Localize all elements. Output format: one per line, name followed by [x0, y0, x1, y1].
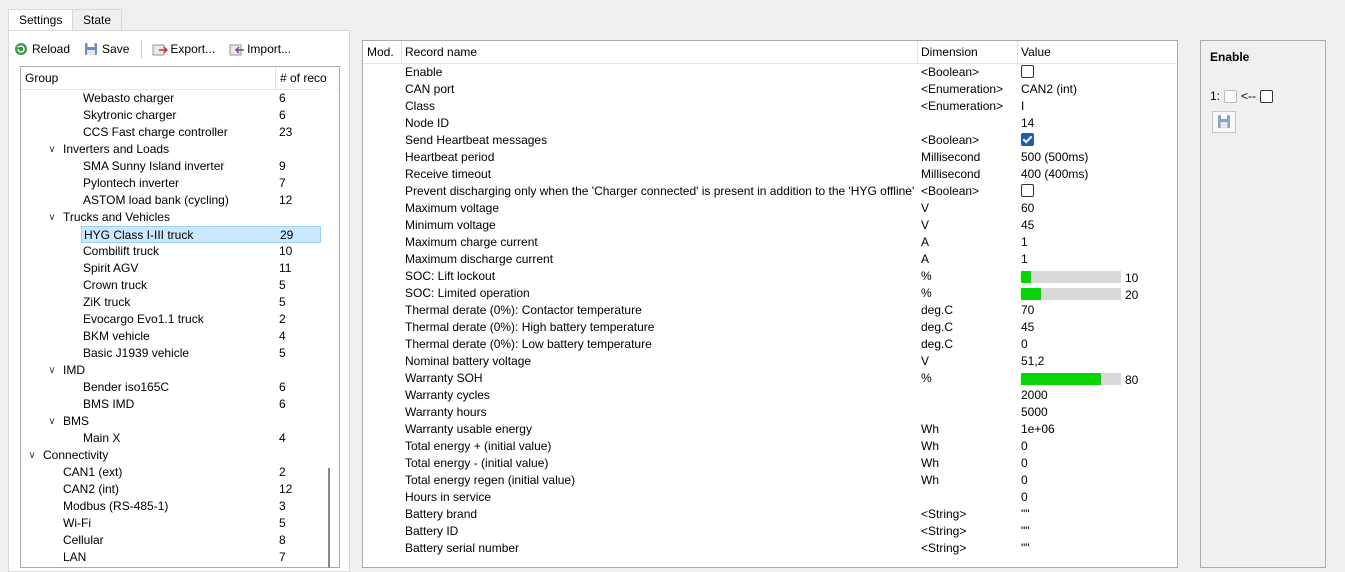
save-button[interactable]	[84, 42, 129, 56]
tree-row[interactable]	[21, 243, 321, 260]
tree-row-label: IMD	[63, 363, 85, 377]
record-name: Heartbeat period	[405, 150, 495, 164]
tree-row-label: Combilift truck	[83, 244, 160, 258]
record-name: Thermal derate (0%): Contactor temperature	[405, 303, 642, 317]
record-value[interactable]: 0	[1021, 337, 1028, 351]
tree-row-label: CAN2 (int)	[63, 482, 120, 496]
record-dimension: A	[921, 235, 930, 249]
record-name: CAN port	[405, 82, 455, 96]
record-row[interactable]	[363, 268, 1177, 285]
chevron-down-icon[interactable]: ∨	[28, 450, 36, 461]
progress-bar	[1021, 288, 1121, 300]
record-value[interactable]: 500 (500ms)	[1021, 150, 1089, 164]
progress-bar	[1021, 373, 1121, 385]
export-icon	[152, 42, 166, 56]
record-row[interactable]	[363, 506, 1177, 523]
tree-row-count: 23	[279, 125, 293, 139]
record-row[interactable]	[363, 166, 1177, 183]
tree-row-count: 5	[279, 295, 286, 309]
record-row[interactable]	[363, 64, 1177, 81]
record-name: Thermal derate (0%): High battery temperature	[405, 320, 655, 334]
tree-row-count: 29	[280, 228, 294, 242]
tree-row[interactable]	[21, 481, 321, 498]
record-dimension: <String>	[921, 524, 967, 538]
tree-row[interactable]	[21, 90, 321, 107]
tree-row[interactable]	[21, 158, 321, 175]
tree-row[interactable]	[21, 447, 321, 464]
record-name: Battery brand	[405, 507, 478, 521]
record-value[interactable]: 45	[1021, 218, 1035, 232]
tree-row-count: 4	[279, 329, 286, 343]
record-dimension: %	[921, 286, 932, 300]
record-value[interactable]: 1e+06	[1021, 422, 1055, 436]
record-dimension: Wh	[921, 439, 939, 453]
record-value[interactable]: 0	[1021, 439, 1028, 453]
record-row[interactable]	[363, 421, 1177, 438]
record-name: Total energy - (initial value)	[405, 456, 549, 470]
record-value-bar[interactable]	[1021, 268, 1161, 285]
detail-title: Enable	[1210, 50, 1250, 64]
record-name: Total energy regen (initial value)	[405, 473, 576, 487]
tab-settings[interactable]: Settings	[8, 9, 73, 32]
tab-state[interactable]: State	[72, 9, 122, 31]
record-name: Warranty cycles	[405, 388, 490, 402]
record-row[interactable]	[363, 132, 1177, 149]
record-value[interactable]: 0	[1021, 456, 1028, 470]
record-row[interactable]	[363, 81, 1177, 98]
tree-row-label: BMS IMD	[83, 397, 135, 411]
tree-row-count: 10	[279, 244, 293, 258]
tree-row-label: Connectivity	[43, 448, 109, 462]
tree-row-label: HYG Class I-III truck	[84, 228, 194, 242]
record-row[interactable]	[363, 353, 1177, 370]
tree-row-count: 6	[279, 380, 286, 394]
col-mod-header[interactable]: Mod.	[363, 41, 402, 63]
record-dimension: deg.C	[921, 337, 954, 351]
save-icon	[1213, 112, 1235, 132]
tree-row[interactable]	[21, 124, 321, 141]
record-name: Minimum voltage	[405, 218, 496, 232]
tree-row[interactable]	[21, 175, 321, 192]
record-name: Thermal derate (0%): Low battery temperature	[405, 337, 652, 351]
record-row[interactable]	[363, 149, 1177, 166]
record-row[interactable]	[363, 489, 1177, 506]
tree-row[interactable]	[21, 277, 321, 294]
tree-row-count: 9	[279, 159, 286, 173]
record-row[interactable]	[363, 472, 1177, 489]
record-value-checkbox[interactable]	[1021, 183, 1034, 200]
tree-row-label: BKM vehicle	[83, 329, 150, 343]
progress-value: 80	[1125, 373, 1139, 387]
tree-scrollbar-thumb[interactable]	[328, 468, 330, 568]
record-dimension: deg.C	[921, 320, 954, 334]
record-value-bar[interactable]	[1021, 370, 1161, 387]
record-row[interactable]	[363, 523, 1177, 540]
progress-bar-fill	[1021, 373, 1101, 385]
toolbar-separator	[141, 40, 142, 58]
tree-row[interactable]	[21, 532, 321, 549]
tree-row[interactable]	[21, 294, 321, 311]
detail-arrow: <--	[1241, 89, 1257, 103]
tree-row-label: LAN	[63, 550, 87, 564]
tree-row-count: 7	[279, 550, 286, 564]
record-row[interactable]	[363, 200, 1177, 217]
progress-bar-fill	[1021, 288, 1041, 300]
tree-row[interactable]	[21, 209, 321, 226]
reload-button[interactable]	[14, 42, 70, 56]
records-table	[362, 40, 1178, 568]
record-dimension: <Boolean>	[921, 184, 980, 198]
col-group-header[interactable]: Group	[25, 71, 59, 85]
tree-row[interactable]	[21, 107, 321, 124]
tree-row[interactable]	[21, 260, 321, 277]
tree-row-label: Pylontech inverter	[83, 176, 180, 190]
reload-label: Reload	[32, 42, 71, 56]
tree-row-count: 2	[279, 465, 286, 479]
record-name: Warranty SOH	[405, 371, 483, 385]
export-button[interactable]	[152, 42, 215, 56]
import-label: Import...	[247, 42, 292, 56]
detail-new-checkbox[interactable]	[1260, 90, 1273, 103]
col-dimension-header[interactable]: Dimension	[917, 41, 1018, 63]
tree-row-label: Wi-Fi	[63, 516, 91, 530]
tree-row[interactable]	[21, 430, 321, 447]
tree-row-label: Inverters and Loads	[63, 142, 170, 156]
tree-row-label: Cellular	[63, 533, 104, 547]
record-value[interactable]: 1	[1021, 252, 1028, 266]
record-name: Warranty hours	[405, 405, 487, 419]
record-row[interactable]	[363, 404, 1177, 421]
record-dimension: <String>	[921, 507, 967, 521]
detail-value-checkbox	[1224, 90, 1237, 103]
record-row[interactable]	[363, 455, 1177, 472]
record-value[interactable]: 60	[1021, 201, 1035, 215]
col-value-header[interactable]: Value	[1021, 45, 1051, 59]
record-name: SOC: Limited operation	[405, 286, 530, 300]
record-row[interactable]	[363, 217, 1177, 234]
record-value-checkbox[interactable]	[1021, 132, 1034, 149]
record-value[interactable]: 0	[1021, 490, 1028, 504]
record-dimension: Wh	[921, 473, 939, 487]
detail-index: 1:	[1210, 89, 1221, 103]
checkbox[interactable]	[1021, 65, 1034, 78]
record-row[interactable]	[363, 438, 1177, 455]
record-value[interactable]: 1	[1021, 235, 1028, 249]
tree-row[interactable]	[21, 311, 321, 328]
record-name: Prevent discharging only when the 'Charger connected' is present in addition to the 'HYG offline'	[405, 184, 915, 198]
tree-row[interactable]	[21, 379, 321, 396]
tree-row[interactable]	[21, 328, 321, 345]
record-name: Maximum charge current	[405, 235, 538, 249]
tree-row[interactable]	[21, 515, 321, 532]
tree-row-label: Webasto charger	[83, 91, 175, 105]
tree-row[interactable]	[21, 549, 321, 566]
record-name: Maximum voltage	[405, 201, 500, 215]
tree-row-count: 3	[279, 499, 286, 513]
chevron-down-icon[interactable]: ∨	[48, 212, 56, 223]
record-dimension: %	[921, 371, 932, 385]
record-dimension: V	[921, 201, 930, 215]
reload-icon	[14, 42, 28, 56]
record-name: Enable	[405, 65, 443, 79]
record-name: Battery ID	[405, 524, 459, 538]
tree-row-label: Modbus (RS-485-1)	[63, 499, 169, 513]
col-name-header[interactable]: Record name	[401, 41, 918, 63]
group-tree[interactable]	[20, 66, 340, 568]
save-icon	[84, 42, 98, 56]
record-value-checkbox[interactable]	[1021, 64, 1034, 81]
progress-bar	[1021, 271, 1121, 283]
record-row[interactable]	[363, 336, 1177, 353]
record-name: Nominal battery voltage	[405, 354, 532, 368]
tree-row-label: Trucks and Vehicles	[63, 210, 170, 224]
tree-row-count: 2	[279, 312, 286, 326]
chevron-down-icon[interactable]: ∨	[48, 365, 56, 376]
record-name: Send Heartbeat messages	[405, 133, 548, 147]
progress-value: 20	[1125, 288, 1139, 302]
chevron-down-icon[interactable]: ∨	[48, 416, 56, 427]
tree-row[interactable]	[21, 464, 321, 481]
record-value[interactable]: 5000	[1021, 405, 1048, 419]
record-value[interactable]: CAN2 (int)	[1021, 82, 1078, 96]
tree-row-label: Main X	[83, 431, 121, 445]
record-value[interactable]: 70	[1021, 303, 1035, 317]
detail-save-button[interactable]	[1212, 111, 1236, 133]
record-dimension: %	[921, 269, 932, 283]
record-row[interactable]	[363, 302, 1177, 319]
record-dimension: <Boolean>	[921, 133, 980, 147]
import-button[interactable]	[229, 42, 291, 56]
tree-row-count: 7	[279, 176, 286, 190]
record-value[interactable]: 0	[1021, 473, 1028, 487]
chevron-down-icon[interactable]: ∨	[48, 144, 56, 155]
record-value[interactable]: 51,2	[1021, 354, 1045, 368]
records-header	[363, 41, 1177, 64]
tree-row-count: 6	[279, 108, 286, 122]
record-row[interactable]	[363, 370, 1177, 387]
record-name: Node ID	[405, 116, 450, 130]
record-dimension: Wh	[921, 456, 939, 470]
record-value[interactable]: ""	[1021, 507, 1030, 521]
tree-row-count: 11	[279, 261, 292, 275]
record-dimension: <String>	[921, 541, 967, 555]
record-dimension: V	[921, 354, 930, 368]
tree-row-label: Evocargo Evo1.1 truck	[83, 312, 204, 326]
record-value[interactable]: 14	[1021, 116, 1035, 130]
record-row[interactable]	[363, 285, 1177, 302]
tree-header	[21, 67, 339, 90]
tree-row-count: 8	[279, 533, 286, 547]
import-icon	[229, 42, 243, 56]
tree-row-label: Crown truck	[83, 278, 148, 292]
tree-row[interactable]	[21, 345, 321, 362]
tree-row-count: 6	[279, 397, 286, 411]
export-label: Export...	[170, 42, 216, 56]
record-value-bar[interactable]	[1021, 285, 1161, 302]
tree-row-label: Bender iso165C	[83, 380, 170, 394]
tree-row-count: 5	[279, 346, 286, 360]
progress-bar-fill	[1021, 271, 1031, 283]
record-name: Battery serial number	[405, 541, 520, 555]
tree-row[interactable]	[21, 413, 321, 430]
record-dimension: <Enumeration>	[921, 99, 1004, 113]
record-row[interactable]	[363, 234, 1177, 251]
tree-row-count: 5	[279, 516, 286, 530]
tree-row-label: Skytronic charger	[83, 108, 177, 122]
tree-row[interactable]	[21, 141, 321, 158]
tree-row-label: Basic J1939 vehicle	[83, 346, 190, 360]
record-name: SOC: Lift lockout	[405, 269, 496, 283]
tree-row-count: 6	[279, 91, 286, 105]
tree-row-label: BMS	[63, 414, 90, 428]
record-value[interactable]: 45	[1021, 320, 1035, 334]
tree-row-count: 12	[279, 482, 293, 496]
record-name: Receive timeout	[405, 167, 492, 181]
record-row[interactable]	[363, 540, 1177, 557]
tree-row-count: 4	[279, 431, 286, 445]
record-dimension: Millisecond	[921, 150, 981, 164]
record-row[interactable]	[363, 251, 1177, 268]
record-name: Warranty usable energy	[405, 422, 532, 436]
tree-row[interactable]	[21, 498, 321, 515]
col-count-header[interactable]: # of reco	[275, 67, 327, 89]
record-row[interactable]	[363, 98, 1177, 115]
record-dimension: deg.C	[921, 303, 954, 317]
tree-row[interactable]	[21, 362, 321, 379]
toolbar	[14, 38, 305, 60]
record-name: Hours in service	[405, 490, 492, 504]
record-dimension: A	[921, 252, 930, 266]
record-name: Class	[405, 99, 436, 113]
record-row[interactable]	[363, 183, 1177, 200]
tree-row-label: Spirit AGV	[83, 261, 139, 275]
record-dimension: <Enumeration>	[921, 82, 1004, 96]
tree-row[interactable]	[21, 192, 321, 209]
tree-row[interactable]	[81, 226, 321, 243]
tree-row-label: CAN1 (ext)	[63, 465, 123, 479]
tree-row[interactable]	[21, 396, 321, 413]
tree-row-label: CCS Fast charge controller	[83, 125, 228, 139]
tree-scrollbar[interactable]	[321, 88, 337, 566]
tree-row-label: ASTOM load bank (cycling)	[83, 193, 229, 207]
tree-row-count: 5	[279, 278, 286, 292]
record-row[interactable]	[363, 387, 1177, 404]
record-value[interactable]: 400 (400ms)	[1021, 167, 1089, 181]
tree-row-label: ZiK truck	[83, 295, 131, 309]
record-dimension: V	[921, 218, 930, 232]
record-name: Maximum discharge current	[405, 252, 554, 266]
record-row[interactable]	[363, 115, 1177, 132]
record-dimension: Millisecond	[921, 167, 981, 181]
record-value[interactable]: I	[1021, 99, 1025, 113]
record-dimension: Wh	[921, 422, 939, 436]
save-label: Save	[102, 42, 130, 56]
record-value[interactable]: ""	[1021, 541, 1030, 555]
detail-enable-row	[1210, 89, 1277, 103]
record-value[interactable]: 2000	[1021, 388, 1048, 402]
record-row[interactable]	[363, 319, 1177, 336]
tree-row-label: SMA Sunny Island inverter	[83, 159, 225, 173]
record-name: Total energy + (initial value)	[405, 439, 552, 453]
record-dimension: <Boolean>	[921, 65, 980, 79]
progress-value: 10	[1125, 271, 1139, 285]
record-value[interactable]: ""	[1021, 524, 1030, 538]
checkbox[interactable]	[1021, 184, 1034, 197]
tree-row-count: 12	[279, 193, 293, 207]
checkbox[interactable]	[1021, 133, 1034, 146]
